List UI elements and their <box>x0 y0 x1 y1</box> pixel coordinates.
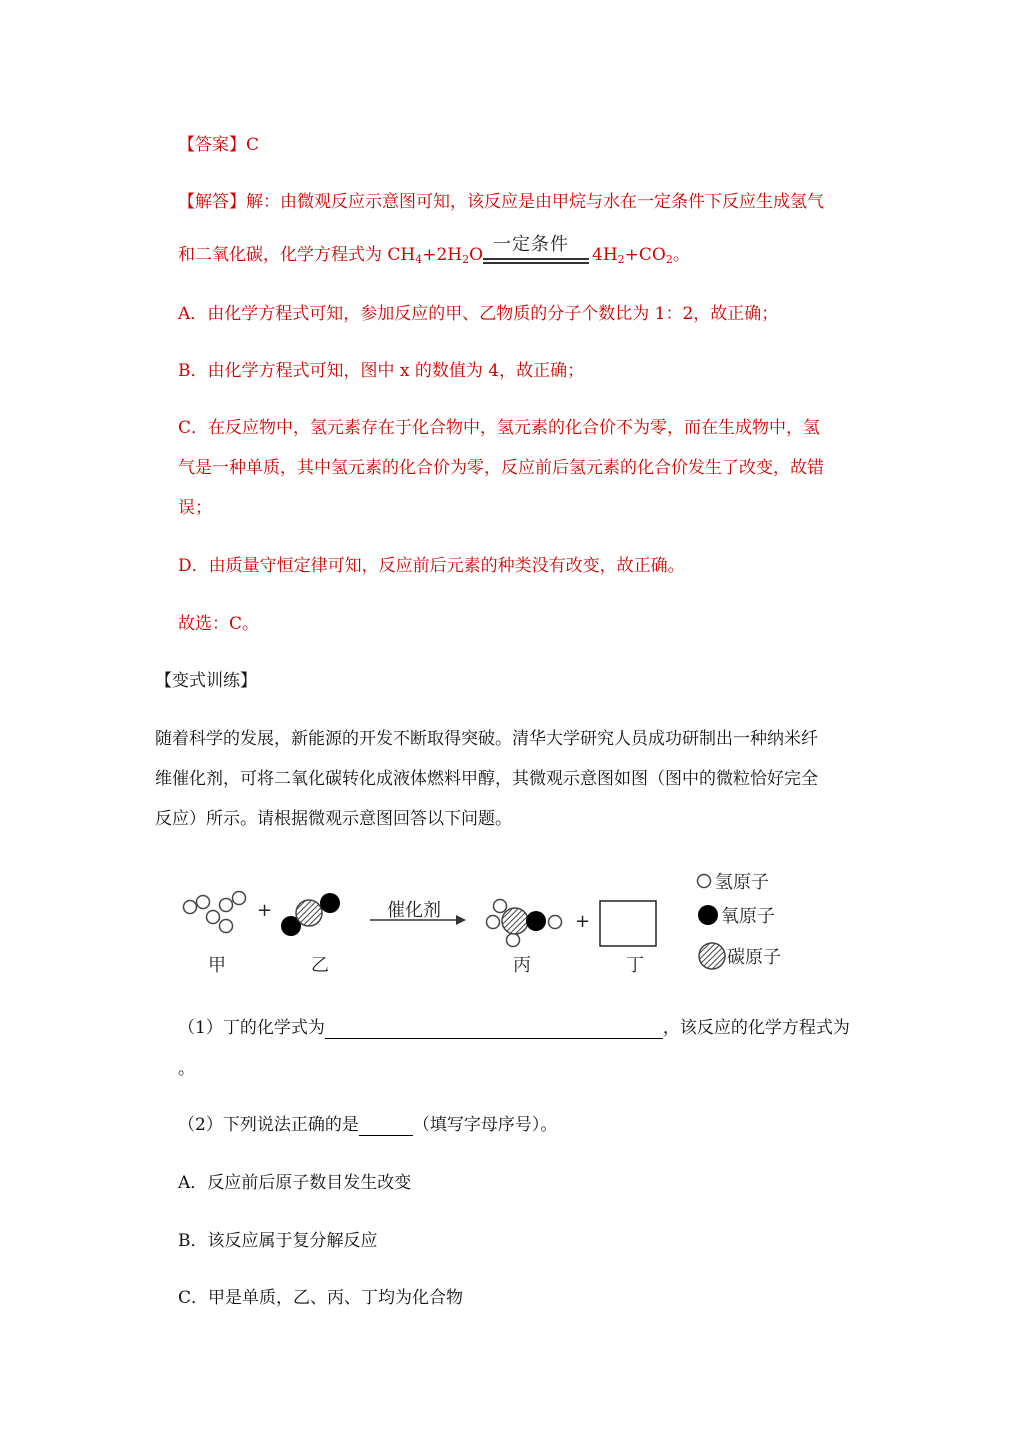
hydrogen-atom <box>507 934 520 947</box>
hydrogen-atom <box>220 920 233 933</box>
hydrogen-atom <box>207 911 220 924</box>
reactant-yi-molecule <box>281 893 340 936</box>
answer-label: 【答案】 <box>178 135 246 155</box>
solution-option-a: A．由化学方程式可知，参加反应的甲、乙物质的分子个数比为 1：2，故正确； <box>178 304 779 324</box>
eq-left-b-sub: 2 <box>462 253 470 266</box>
oxygen-atom <box>320 893 340 913</box>
reaction-diagram <box>170 860 810 990</box>
reaction-condition-label: 一定条件 <box>493 234 569 255</box>
hydrogen-atom <box>487 916 500 929</box>
practice-heading: 【变式训练】 <box>155 671 257 691</box>
solution-option-d: D．由质量守恒定律可知，反应前后元素的种类没有改变，故正确。 <box>178 556 685 576</box>
solution-text-1: 解：由微观反应示意图可知，该反应是由甲烷与水在一定条件下反应生成氢气 <box>246 192 824 212</box>
legend-oxygen-label: 氧原子 <box>721 906 775 927</box>
question-2-option-c: C．甲是单质，乙、丙、丁均为化合物 <box>178 1288 464 1308</box>
question-1-line <box>178 1017 850 1039</box>
solution-text-2: 和二氧化碳，化学方程式为 <box>178 245 388 265</box>
question-2-option-a: A．反应前后原子数目发生改变 <box>178 1173 412 1193</box>
eq-left-a-sub: 4 <box>415 253 423 266</box>
equals-bar-bottom <box>483 262 589 264</box>
hydrogen-atom <box>197 896 210 909</box>
practice-stem-2: 维催化剂，可将二氧化碳转化成液体燃料甲醇，其微观示意图如图（图中的微粒恰好完全 <box>155 769 818 789</box>
answer-value: C <box>246 135 260 155</box>
hydrogen-atom <box>184 901 197 914</box>
question-1-end: 。 <box>178 1059 195 1079</box>
legend-carbon-icon <box>699 943 725 969</box>
eq-left-a: CH <box>387 245 416 265</box>
product-bing-molecule <box>487 900 562 947</box>
hydrogen-atom <box>549 916 562 929</box>
carbon-atom <box>296 900 322 926</box>
carbon-atom <box>502 908 528 934</box>
reaction-arrow-head <box>456 915 466 925</box>
legend-hydrogen-label: 氢原子 <box>715 872 769 893</box>
hydrogen-atom <box>494 900 507 913</box>
eq-right-a-sub: 2 <box>617 253 625 266</box>
label-ding: 丁 <box>626 955 644 976</box>
plus-sign-2: + <box>575 911 591 932</box>
label-bing: 丙 <box>513 955 531 976</box>
question-2-option-b: B．该反应属于复分解反应 <box>178 1231 378 1251</box>
question-2-prefix: （2）下列说法正确的是 <box>178 1115 359 1135</box>
solution-option-b: B．由化学方程式可知，图中 x 的数值为 4，故正确； <box>178 361 585 381</box>
catalyst-label: 催化剂 <box>387 900 441 921</box>
oxygen-atom <box>526 911 546 931</box>
solution-option-c-1: C．在反应物中，氢元素存在于化合物中，氢元素的化合价不为零，而在生成物中，氢 <box>178 418 821 438</box>
legend-carbon-label: 碳原子 <box>727 947 781 968</box>
solution-option-c-2: 气是一种单质，其中氢元素的化合价为零，反应前后氢元素的化合价发生了改变，故错 <box>178 458 824 478</box>
answer-line <box>178 134 259 156</box>
solution-label: 【解答】 <box>178 192 246 212</box>
solution-line-2-right <box>592 244 690 271</box>
product-ding-box <box>600 901 656 946</box>
question-1-suffix: ，该反应的化学方程式为 <box>662 1018 850 1038</box>
eq-end: 。 <box>672 245 690 265</box>
plus-sign-1: + <box>257 900 273 921</box>
legend <box>698 872 782 969</box>
practice-stem-1: 随着科学的发展，新能源的开发不断取得突破。清华大学研究人员成功研制出一种纳米纤 <box>155 729 818 749</box>
legend-hydrogen-icon <box>698 875 711 888</box>
eq-right-b-sub: 2 <box>665 253 673 266</box>
legend-oxygen-icon <box>698 905 718 925</box>
solution-line-1 <box>178 191 824 213</box>
question-2-suffix: （填写字母序号）。 <box>412 1115 558 1135</box>
answer-blank-choice[interactable] <box>359 1115 413 1136</box>
question-2-line <box>178 1114 557 1136</box>
solution-conclusion: 故选：C。 <box>178 614 260 634</box>
answer-blank-ding-formula[interactable] <box>325 1018 663 1039</box>
eq-left-c: O <box>469 245 484 265</box>
reactant-jia-molecules <box>184 892 246 933</box>
practice-stem-3: 反应）所示。请根据微观示意图回答以下问题。 <box>155 809 512 829</box>
solution-line-2 <box>178 244 483 271</box>
solution-option-c-3: 误； <box>178 498 212 518</box>
reaction-condition <box>483 232 589 272</box>
question-1-prefix: （1）丁的化学式为 <box>178 1018 325 1038</box>
hydrogen-atom <box>220 899 233 912</box>
eq-left-b: +2H <box>422 245 463 265</box>
equals-bar-top <box>483 258 589 260</box>
eq-right-a: 4H <box>592 245 618 265</box>
label-yi: 乙 <box>311 955 329 976</box>
label-jia: 甲 <box>208 955 226 976</box>
hydrogen-atom <box>233 892 246 905</box>
eq-right-b: +CO <box>624 245 666 265</box>
